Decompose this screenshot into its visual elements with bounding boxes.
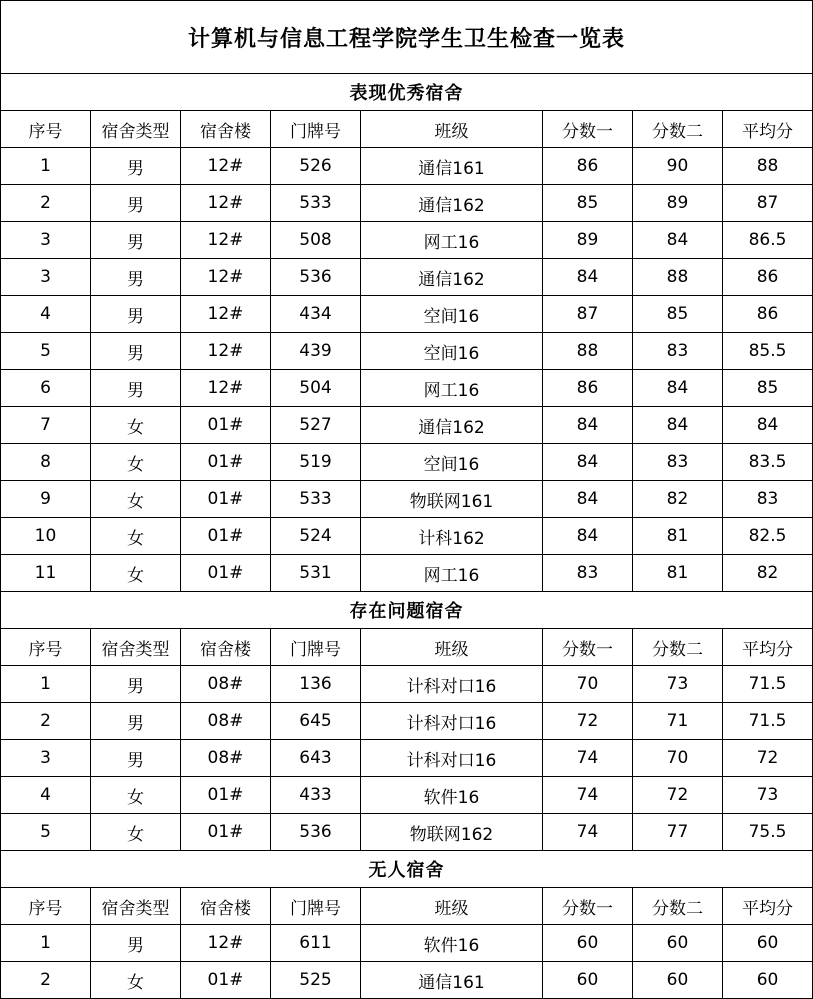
section-title: 表现优秀宿舍 <box>1 74 813 111</box>
col-building-cell: 01# <box>181 407 271 444</box>
column-header-room: 门牌号 <box>271 111 361 148</box>
col-score-2-cell: 81 <box>633 518 723 555</box>
col-building-cell: 12# <box>181 148 271 185</box>
col-dorm-type-cell: 男 <box>91 703 181 740</box>
col-building-cell: 01# <box>181 444 271 481</box>
col-building-cell: 01# <box>181 814 271 851</box>
column-header-building: 宿舍楼 <box>181 888 271 925</box>
col-index-cell: 5 <box>1 333 91 370</box>
col-score-2-cell: 77 <box>633 814 723 851</box>
col-average-cell: 84 <box>723 407 813 444</box>
col-room-cell: 504 <box>271 370 361 407</box>
col-building-cell: 08# <box>181 666 271 703</box>
col-class-cell: 物联网162 <box>361 814 543 851</box>
col-dorm-type-cell: 男 <box>91 148 181 185</box>
col-dorm-type-cell: 男 <box>91 185 181 222</box>
col-score-1-cell: 74 <box>543 740 633 777</box>
col-building-cell: 12# <box>181 370 271 407</box>
col-class-cell: 通信162 <box>361 259 543 296</box>
col-score-1-cell: 74 <box>543 814 633 851</box>
col-class-cell: 计科对口16 <box>361 740 543 777</box>
col-index-cell: 9 <box>1 481 91 518</box>
col-score-2-cell: 89 <box>633 185 723 222</box>
table-row <box>1 481 813 518</box>
table-title: 计算机与信息工程学院学生卫生检查一览表 <box>1 1 813 74</box>
column-header-class: 班级 <box>361 888 543 925</box>
col-average-cell: 73 <box>723 777 813 814</box>
col-average-cell: 71.5 <box>723 703 813 740</box>
table-row <box>1 444 813 481</box>
col-score-2-cell: 88 <box>633 259 723 296</box>
col-average-cell: 88 <box>723 148 813 185</box>
col-score-2-cell: 70 <box>633 740 723 777</box>
col-index-cell: 11 <box>1 555 91 592</box>
col-average-cell: 83 <box>723 481 813 518</box>
col-score-1-cell: 89 <box>543 222 633 259</box>
col-score-2-cell: 85 <box>633 296 723 333</box>
column-header-index: 序号 <box>1 629 91 666</box>
col-index-cell: 4 <box>1 296 91 333</box>
col-dorm-type-cell: 女 <box>91 444 181 481</box>
column-header-average: 平均分 <box>723 111 813 148</box>
table-row <box>1 703 813 740</box>
column-header-index: 序号 <box>1 111 91 148</box>
col-dorm-type-cell: 男 <box>91 259 181 296</box>
col-building-cell: 12# <box>181 925 271 962</box>
column-header-score-1: 分数一 <box>543 629 633 666</box>
col-score-1-cell: 87 <box>543 296 633 333</box>
col-score-1-cell: 88 <box>543 333 633 370</box>
table-row <box>1 407 813 444</box>
col-room-cell: 611 <box>271 925 361 962</box>
column-header-room: 门牌号 <box>271 629 361 666</box>
col-average-cell: 82.5 <box>723 518 813 555</box>
col-index-cell: 2 <box>1 962 91 999</box>
col-score-2-cell: 72 <box>633 777 723 814</box>
col-dorm-type-cell: 男 <box>91 333 181 370</box>
column-header-score-1: 分数一 <box>543 888 633 925</box>
column-header-building: 宿舍楼 <box>181 629 271 666</box>
column-header-row <box>1 111 813 148</box>
col-class-cell: 物联网161 <box>361 481 543 518</box>
col-score-2-cell: 82 <box>633 481 723 518</box>
col-room-cell: 136 <box>271 666 361 703</box>
table-row <box>1 814 813 851</box>
col-room-cell: 531 <box>271 555 361 592</box>
col-class-cell: 网工16 <box>361 222 543 259</box>
col-score-1-cell: 70 <box>543 666 633 703</box>
column-header-score-2: 分数二 <box>633 629 723 666</box>
table-row <box>1 148 813 185</box>
col-score-1-cell: 72 <box>543 703 633 740</box>
col-dorm-type-cell: 女 <box>91 407 181 444</box>
column-header-index: 序号 <box>1 888 91 925</box>
col-index-cell: 8 <box>1 444 91 481</box>
column-header-dorm-type: 宿舍类型 <box>91 111 181 148</box>
col-class-cell: 网工16 <box>361 370 543 407</box>
col-building-cell: 01# <box>181 555 271 592</box>
col-average-cell: 87 <box>723 185 813 222</box>
col-index-cell: 3 <box>1 740 91 777</box>
col-class-cell: 软件16 <box>361 777 543 814</box>
col-index-cell: 10 <box>1 518 91 555</box>
col-building-cell: 12# <box>181 333 271 370</box>
column-header-dorm-type: 宿舍类型 <box>91 629 181 666</box>
col-building-cell: 08# <box>181 703 271 740</box>
column-header-score-1: 分数一 <box>543 111 633 148</box>
col-score-2-cell: 81 <box>633 555 723 592</box>
col-score-2-cell: 73 <box>633 666 723 703</box>
col-score-1-cell: 84 <box>543 407 633 444</box>
col-average-cell: 85.5 <box>723 333 813 370</box>
col-average-cell: 72 <box>723 740 813 777</box>
col-class-cell: 通信161 <box>361 962 543 999</box>
col-average-cell: 83.5 <box>723 444 813 481</box>
col-class-cell: 计科对口16 <box>361 703 543 740</box>
col-building-cell: 01# <box>181 518 271 555</box>
col-score-1-cell: 86 <box>543 148 633 185</box>
col-score-1-cell: 84 <box>543 444 633 481</box>
table-row <box>1 370 813 407</box>
col-index-cell: 2 <box>1 185 91 222</box>
col-dorm-type-cell: 男 <box>91 296 181 333</box>
table-row <box>1 777 813 814</box>
col-room-cell: 536 <box>271 259 361 296</box>
col-dorm-type-cell: 男 <box>91 222 181 259</box>
col-index-cell: 6 <box>1 370 91 407</box>
section-title: 存在问题宿舍 <box>1 592 813 629</box>
col-room-cell: 536 <box>271 814 361 851</box>
col-average-cell: 60 <box>723 925 813 962</box>
col-building-cell: 12# <box>181 222 271 259</box>
col-dorm-type-cell: 女 <box>91 518 181 555</box>
col-room-cell: 524 <box>271 518 361 555</box>
col-score-2-cell: 60 <box>633 925 723 962</box>
col-building-cell: 01# <box>181 777 271 814</box>
col-score-1-cell: 86 <box>543 370 633 407</box>
col-building-cell: 12# <box>181 296 271 333</box>
col-index-cell: 5 <box>1 814 91 851</box>
col-dorm-type-cell: 男 <box>91 370 181 407</box>
section-header-row <box>1 592 813 629</box>
col-dorm-type-cell: 女 <box>91 962 181 999</box>
col-room-cell: 527 <box>271 407 361 444</box>
column-header-building: 宿舍楼 <box>181 111 271 148</box>
column-header-average: 平均分 <box>723 888 813 925</box>
col-class-cell: 计科对口16 <box>361 666 543 703</box>
col-average-cell: 71.5 <box>723 666 813 703</box>
col-building-cell: 01# <box>181 481 271 518</box>
table-row <box>1 518 813 555</box>
col-room-cell: 433 <box>271 777 361 814</box>
column-header-dorm-type: 宿舍类型 <box>91 888 181 925</box>
col-room-cell: 508 <box>271 222 361 259</box>
col-building-cell: 12# <box>181 185 271 222</box>
col-index-cell: 3 <box>1 222 91 259</box>
col-building-cell: 12# <box>181 259 271 296</box>
col-average-cell: 85 <box>723 370 813 407</box>
col-dorm-type-cell: 女 <box>91 777 181 814</box>
col-building-cell: 01# <box>181 962 271 999</box>
column-header-row <box>1 629 813 666</box>
col-index-cell: 1 <box>1 666 91 703</box>
section-header-row <box>1 851 813 888</box>
col-class-cell: 网工16 <box>361 555 543 592</box>
col-score-1-cell: 85 <box>543 185 633 222</box>
col-room-cell: 526 <box>271 148 361 185</box>
col-room-cell: 519 <box>271 444 361 481</box>
col-room-cell: 439 <box>271 333 361 370</box>
col-index-cell: 4 <box>1 777 91 814</box>
col-score-1-cell: 83 <box>543 555 633 592</box>
col-dorm-type-cell: 男 <box>91 740 181 777</box>
col-room-cell: 645 <box>271 703 361 740</box>
col-room-cell: 525 <box>271 962 361 999</box>
col-score-1-cell: 84 <box>543 259 633 296</box>
col-room-cell: 434 <box>271 296 361 333</box>
section-header-row <box>1 74 813 111</box>
col-score-2-cell: 71 <box>633 703 723 740</box>
col-score-1-cell: 60 <box>543 925 633 962</box>
table-row <box>1 962 813 999</box>
col-building-cell: 08# <box>181 740 271 777</box>
column-header-average: 平均分 <box>723 629 813 666</box>
col-index-cell: 1 <box>1 148 91 185</box>
col-class-cell: 通信161 <box>361 148 543 185</box>
column-header-room: 门牌号 <box>271 888 361 925</box>
column-header-class: 班级 <box>361 629 543 666</box>
table-row <box>1 555 813 592</box>
col-score-1-cell: 84 <box>543 481 633 518</box>
col-class-cell: 空间16 <box>361 444 543 481</box>
col-class-cell: 通信162 <box>361 185 543 222</box>
section-title: 无人宿舍 <box>1 851 813 888</box>
table-row <box>1 333 813 370</box>
col-average-cell: 86.5 <box>723 222 813 259</box>
column-header-row <box>1 888 813 925</box>
col-average-cell: 86 <box>723 296 813 333</box>
col-score-2-cell: 84 <box>633 222 723 259</box>
col-class-cell: 计科162 <box>361 518 543 555</box>
table-row <box>1 740 813 777</box>
col-average-cell: 86 <box>723 259 813 296</box>
col-score-2-cell: 60 <box>633 962 723 999</box>
col-score-1-cell: 60 <box>543 962 633 999</box>
col-dorm-type-cell: 女 <box>91 555 181 592</box>
col-dorm-type-cell: 男 <box>91 666 181 703</box>
col-index-cell: 3 <box>1 259 91 296</box>
col-score-1-cell: 74 <box>543 777 633 814</box>
col-score-2-cell: 83 <box>633 333 723 370</box>
column-header-score-2: 分数二 <box>633 888 723 925</box>
table-row <box>1 222 813 259</box>
col-score-2-cell: 83 <box>633 444 723 481</box>
table-row <box>1 925 813 962</box>
col-dorm-type-cell: 女 <box>91 814 181 851</box>
col-index-cell: 1 <box>1 925 91 962</box>
col-average-cell: 60 <box>723 962 813 999</box>
col-index-cell: 7 <box>1 407 91 444</box>
col-room-cell: 533 <box>271 185 361 222</box>
col-dorm-type-cell: 男 <box>91 925 181 962</box>
col-average-cell: 82 <box>723 555 813 592</box>
col-class-cell: 软件16 <box>361 925 543 962</box>
table-row <box>1 185 813 222</box>
col-room-cell: 533 <box>271 481 361 518</box>
col-score-2-cell: 90 <box>633 148 723 185</box>
col-class-cell: 空间16 <box>361 296 543 333</box>
col-score-2-cell: 84 <box>633 407 723 444</box>
table-row <box>1 666 813 703</box>
col-dorm-type-cell: 女 <box>91 481 181 518</box>
col-score-2-cell: 84 <box>633 370 723 407</box>
col-class-cell: 空间16 <box>361 333 543 370</box>
column-header-score-2: 分数二 <box>633 111 723 148</box>
col-average-cell: 75.5 <box>723 814 813 851</box>
col-index-cell: 2 <box>1 703 91 740</box>
column-header-class: 班级 <box>361 111 543 148</box>
col-class-cell: 通信162 <box>361 407 543 444</box>
table-row <box>1 259 813 296</box>
table-row <box>1 296 813 333</box>
col-score-1-cell: 84 <box>543 518 633 555</box>
col-room-cell: 643 <box>271 740 361 777</box>
